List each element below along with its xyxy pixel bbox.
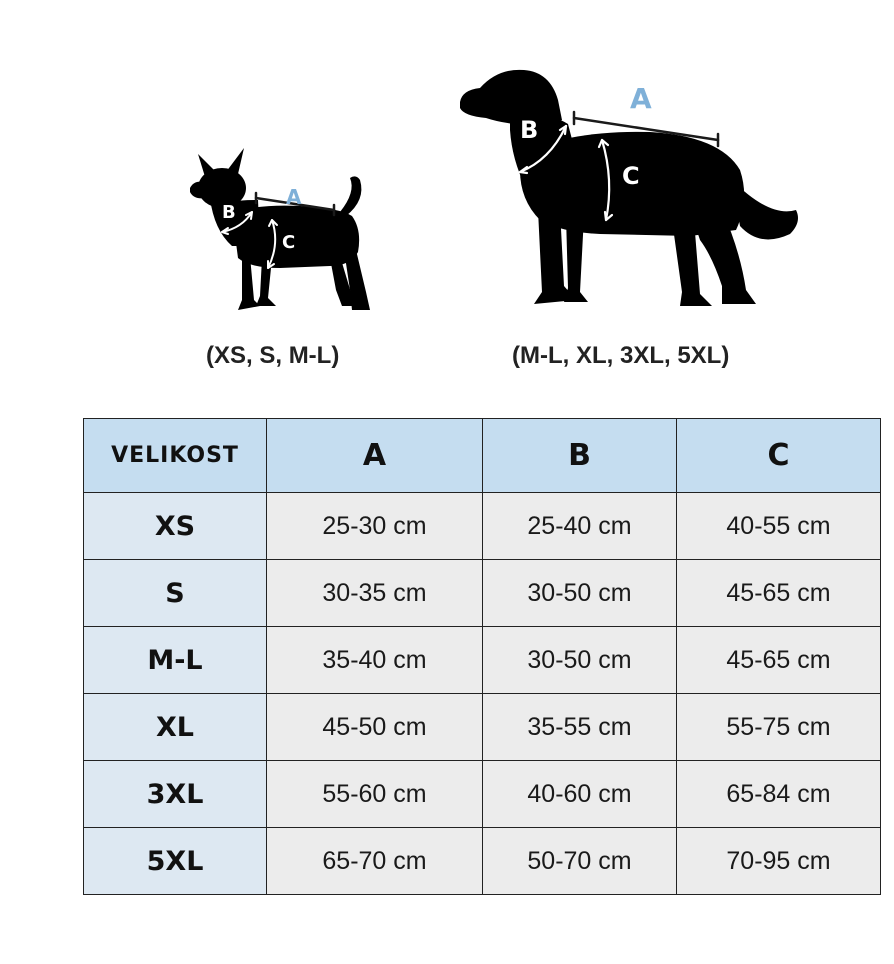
small-dog-caption: (XS, S, M-L) [206, 342, 340, 369]
header-c: C [677, 419, 881, 493]
table-row [84, 560, 881, 627]
measure-a: 30-35 cm [267, 560, 483, 627]
measure-a: 25-30 cm [267, 493, 483, 560]
large-dog-label-b: B [520, 116, 539, 144]
measure-a: 55-60 cm [267, 761, 483, 828]
measure-b: 30-50 cm [483, 560, 677, 627]
measure-a: 65-70 cm [267, 828, 483, 895]
measure-b: 50-70 cm [483, 828, 677, 895]
small-dog-label-b: B [222, 202, 236, 223]
table-row [84, 493, 881, 560]
header-b: B [483, 419, 677, 493]
measure-b: 35-55 cm [483, 694, 677, 761]
small-dog-label-a: A [286, 185, 302, 209]
table-row [84, 627, 881, 694]
size-label: 3XL [84, 761, 267, 828]
measure-a: 45-50 cm [267, 694, 483, 761]
size-chart-table [83, 418, 881, 895]
table-row [84, 828, 881, 895]
measure-c: 45-65 cm [677, 627, 881, 694]
measure-c: 40-55 cm [677, 493, 881, 560]
table-header-row [84, 419, 881, 493]
size-label: S [84, 560, 267, 627]
small-dog-silhouette [190, 148, 370, 310]
header-size: VELIKOST [84, 419, 267, 493]
large-dog-label-c: C [622, 162, 640, 190]
size-label: M-L [84, 627, 267, 694]
size-label: 5XL [84, 828, 267, 895]
measure-b: 30-50 cm [483, 627, 677, 694]
large-dog-illustration [450, 60, 810, 320]
measure-a: 35-40 cm [267, 627, 483, 694]
large-dog-caption: (M-L, XL, 3XL, 5XL) [512, 342, 730, 369]
large-dog-label-a: A [630, 82, 652, 115]
size-label: XL [84, 694, 267, 761]
small-dog-label-c: C [282, 232, 296, 253]
measure-c: 45-65 cm [677, 560, 881, 627]
table-row [84, 761, 881, 828]
measure-b: 25-40 cm [483, 493, 677, 560]
size-label: XS [84, 493, 267, 560]
measure-c: 70-95 cm [677, 828, 881, 895]
measure-c: 55-75 cm [677, 694, 881, 761]
small-dog-illustration [180, 140, 380, 320]
table-row [84, 694, 881, 761]
header-a: A [267, 419, 483, 493]
measure-b: 40-60 cm [483, 761, 677, 828]
measure-c: 65-84 cm [677, 761, 881, 828]
